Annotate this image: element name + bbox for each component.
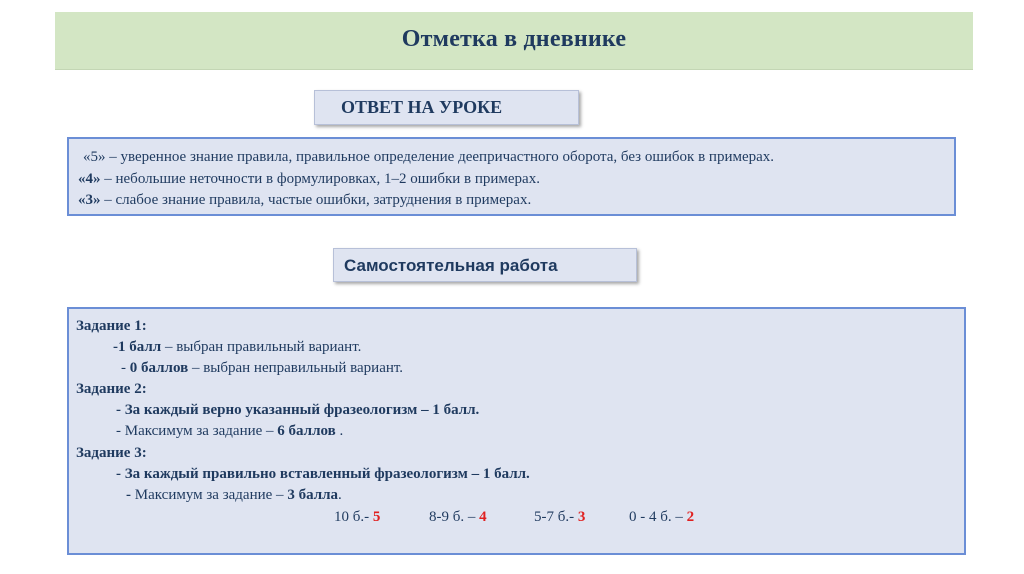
grade-text: – небольшие неточности в формулировках, 1–2 ошибки в примерах. [100,171,540,187]
task1-title: Задание 1: [76,318,147,334]
task3-title: Задание 3: [76,445,147,461]
task2-line2: - Максимум за задание – 6 баллов . [116,423,344,439]
task3-line2: - Максимум за задание – 3 балла. [126,487,342,503]
section-label-text: ОТВЕТ НА УРОКЕ [341,97,503,117]
section-label-text: Самостоятельная работа [344,256,558,275]
grade-text: – уверенное знание правила, правильное определение деепричастного оборота, без ошибок в примерах. [105,149,775,165]
grade-text: – слабое знание правила, частые ошибки, затруднения в примерах. [100,192,532,208]
grade-5-line [83,148,774,167]
grade-mark: «5» [83,149,106,165]
scale-item-2: 0 - 4 б. – 2 [629,509,695,525]
scale-item-3: 5-7 б.- 3 [534,509,586,525]
grade-3-line [78,191,531,210]
grade-mark: «4» [78,171,101,187]
task1-line2: - 0 баллов – выбран неправильный вариант. [121,360,404,376]
scale-item-4: 8-9 б. – 4 [429,509,487,525]
task2-line1: - За каждый верно указанный фразеологизм – 1 балл. [116,402,480,418]
task1-line1: -1 балл – выбран правильный вариант. [113,339,362,355]
grade-4-line [78,170,540,189]
section-label-independent-work [333,248,637,282]
task2-title: Задание 2: [76,381,147,397]
task3-line1: - За каждый правильно вставленный фразеологизм – 1 балл. [116,466,530,482]
independent-work-panel [67,307,966,555]
title-banner [55,12,973,70]
section-label-lesson-answer [314,90,579,125]
scale-item-5: 10 б.- 5 [334,509,381,525]
page-title: Отметка в дневнике [401,26,627,52]
grade-mark: «3» [78,192,101,208]
grading-criteria-panel [67,137,956,216]
